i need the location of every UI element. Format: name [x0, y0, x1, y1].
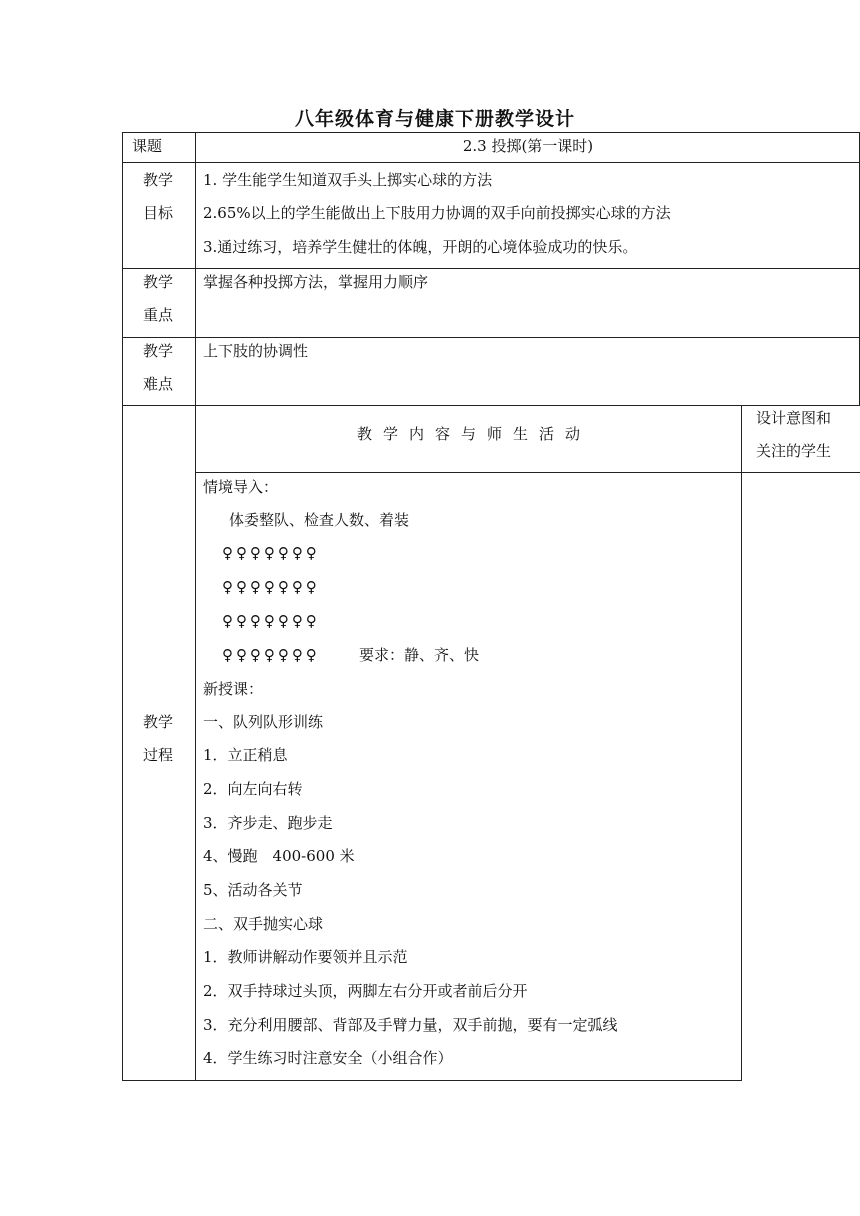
page-title: 八年级体育与健康下册教学设计 [294, 108, 575, 130]
process-line: 二、双手抛实心球 [203, 915, 324, 933]
process-line: 3．充分利用腰部、背部及手臂力量，双手前抛，要有一定弧线 [203, 1016, 618, 1034]
process-content-header: 教学内容与师生活动 [356, 425, 591, 443]
topic-label: 课题 [132, 137, 163, 155]
process-line: 5、活动各关节 [203, 881, 303, 899]
difficulties-label-line2: 难点 [143, 375, 174, 393]
design-intent-header-line2: 关注的学生 [756, 442, 832, 460]
row-divider [122, 268, 860, 269]
key-points-label-line2: 重点 [143, 306, 174, 324]
row-divider [122, 337, 860, 338]
process-line: 3．齐步走、跑步走 [203, 814, 333, 832]
process-header-divider [195, 472, 860, 473]
table-border-left [122, 132, 123, 1081]
process-line: 1．教师讲解动作要领并且示范 [203, 948, 408, 966]
design-column-divider [741, 405, 742, 1081]
design-intent-header-line1: 设计意图和 [756, 409, 832, 427]
process-line: 4、慢跑 400-600 米 [203, 847, 355, 865]
row-divider [122, 162, 860, 163]
formation-row: ♀♀♀♀♀♀♀ [222, 646, 320, 664]
objectives-label-line1: 教学 [143, 171, 174, 189]
objective-item: 1. 学生能学生知道双手头上掷实心球的方法 [203, 171, 493, 189]
difficulties-value: 上下肢的协调性 [203, 342, 309, 360]
process-label-line1: 教学 [143, 713, 174, 731]
key-points-value: 掌握各种投掷方法，掌握用力顺序 [203, 273, 429, 291]
row-divider [122, 405, 860, 406]
process-line: 2．双手持球过头顶，两脚左右分开或者前后分开 [203, 982, 528, 1000]
process-line: 4．学生练习时注意安全（小组合作） [203, 1049, 453, 1067]
label-column-divider [195, 132, 196, 1081]
objective-item: 2.65%以上的学生能做出上下肢用力协调的双手向前投掷实心球的方法 [203, 204, 671, 222]
formation-row: ♀♀♀♀♀♀♀ [222, 544, 320, 562]
formation-row: ♀♀♀♀♀♀♀ [222, 578, 320, 596]
process-label-line2: 过程 [143, 746, 174, 764]
objective-item: 3.通过练习，培养学生健壮的体魄，开朗的心境体验成功的快乐。 [203, 238, 638, 256]
table-border-top [122, 132, 860, 133]
objectives-label-line2: 目标 [143, 204, 174, 222]
key-points-label-line1: 教学 [143, 273, 174, 291]
process-line: 新授课： [203, 680, 264, 698]
process-line: 一、队列队形训练 [203, 713, 324, 731]
process-line: 情境导入： [203, 478, 279, 496]
difficulties-label-line1: 教学 [143, 342, 174, 360]
process-line: 2．向左向右转 [203, 780, 303, 798]
formation-row: ♀♀♀♀♀♀♀ [222, 612, 320, 630]
requirement-text: 要求：静、齐、快 [359, 646, 480, 664]
topic-value: 2.3 投掷(第一课时) [462, 137, 594, 155]
process-line: 体委整队、检查人数、着装 [229, 511, 410, 529]
process-line: 1．立正稍息 [203, 746, 288, 764]
table-border-bottom [122, 1080, 741, 1081]
